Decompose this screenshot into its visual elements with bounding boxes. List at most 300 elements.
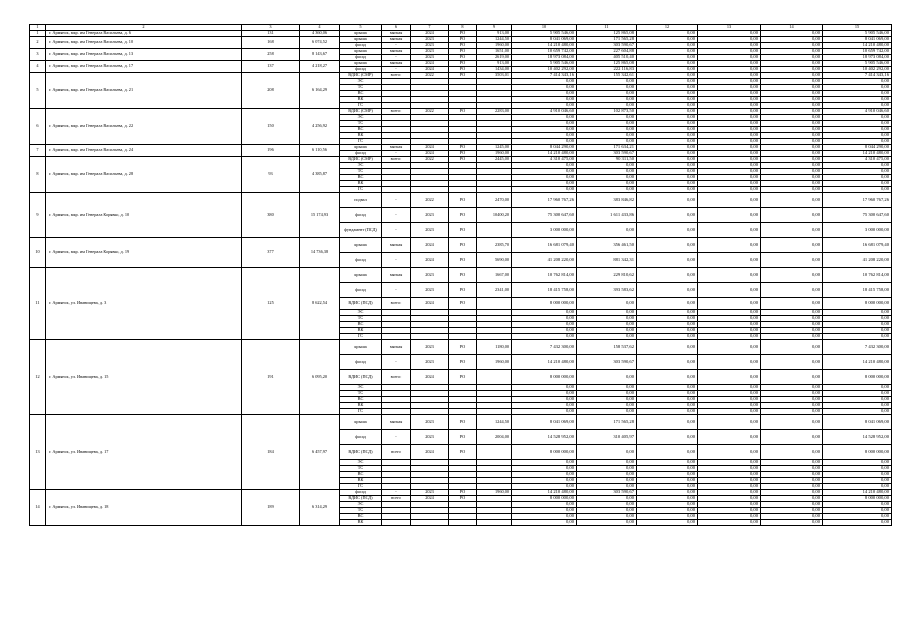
- program-cell: РО: [449, 157, 477, 163]
- col12-cell: 0,00: [637, 490, 698, 496]
- apartments-cell: 258: [242, 49, 300, 61]
- col14-cell: 0,00: [761, 340, 823, 355]
- psd-cost-cell: 1 611 433,86: [577, 208, 637, 223]
- column-number: 4: [300, 25, 340, 31]
- area-cell: 14 736,38: [300, 238, 340, 268]
- col12-cell: 0,00: [637, 502, 698, 508]
- volume-cell: 2470,00: [477, 193, 512, 208]
- work-type-cell: ВК: [340, 133, 382, 139]
- year-cell: 2023: [411, 430, 449, 445]
- psd-cost-cell: 222 116,83: [577, 67, 637, 73]
- col12-cell: 0,00: [637, 385, 698, 391]
- program-cell: РО: [449, 109, 477, 115]
- program-cell: РО: [449, 253, 477, 268]
- cost-cell: 14 210 480,00: [512, 355, 577, 370]
- col13-cell: 0,00: [698, 484, 761, 490]
- total-cell: 0,00: [823, 466, 892, 472]
- total-cell: 10 762 814,00: [823, 268, 892, 283]
- col13-cell: 0,00: [698, 31, 761, 37]
- col12-cell: 0,00: [637, 397, 698, 403]
- total-cell: 0,00: [823, 85, 892, 91]
- col12-cell: 0,00: [637, 316, 698, 322]
- psd-cost-cell: 0,00: [577, 520, 637, 526]
- total-cell: 18 415 758,00: [823, 283, 892, 298]
- column-number: 12: [637, 25, 698, 31]
- col13-cell: 0,00: [698, 103, 761, 109]
- row-number-cell: 3: [30, 49, 46, 61]
- apartments-cell: 131: [242, 31, 300, 37]
- area-cell: 4 218,27: [300, 61, 340, 73]
- total-cell: 0,00: [823, 397, 892, 403]
- work-type-cell: ВС: [340, 127, 382, 133]
- table-row: [30, 238, 892, 253]
- address-cell: г. Армянск, мкр. им Генерала Васильева, д. 13: [46, 49, 242, 61]
- year-cell: 2023: [411, 208, 449, 223]
- col13-cell: 0,00: [698, 187, 761, 193]
- work-subtype-cell: -: [382, 490, 411, 496]
- psd-cost-cell: 0,00: [577, 103, 637, 109]
- total-cell: 0,00: [823, 133, 892, 139]
- col12-cell: 0,00: [637, 322, 698, 328]
- psd-cost-cell: 171 565,28: [577, 415, 637, 430]
- area-cell: 6 110,56: [300, 145, 340, 157]
- apartments-cell: 150: [242, 109, 300, 145]
- psd-cost-cell: 0,00: [577, 133, 637, 139]
- work-type-cell: ВС: [340, 514, 382, 520]
- program-cell: РО: [449, 430, 477, 445]
- col14-cell: 0,00: [761, 478, 823, 484]
- col14-cell: 0,00: [761, 91, 823, 97]
- cost-cell: 0,00: [512, 514, 577, 520]
- address-cell: г. Армянск, ул. Иванищева, д. 17: [46, 415, 242, 490]
- cost-cell: 0,00: [512, 133, 577, 139]
- cost-cell: 0,00: [512, 97, 577, 103]
- apartments-cell: 208: [242, 73, 300, 109]
- work-type-cell: ЭС: [340, 115, 382, 121]
- col13-cell: 0,00: [698, 466, 761, 472]
- total-cell: 0,00: [823, 91, 892, 97]
- col12-cell: 0,00: [637, 298, 698, 310]
- psd-cost-cell: 0,00: [577, 316, 637, 322]
- psd-cost-cell: 0,00: [577, 115, 637, 121]
- col14-cell: 0,00: [761, 43, 823, 49]
- col12-cell: 0,00: [637, 121, 698, 127]
- col13-cell: 0,00: [698, 298, 761, 310]
- col13-cell: 0,00: [698, 109, 761, 115]
- column-number: 8: [449, 25, 477, 31]
- col12-cell: 0,00: [637, 43, 698, 49]
- work-type-cell: ВДИС (ПСД): [340, 370, 382, 385]
- volume-cell: [477, 298, 512, 310]
- total-cell: 10 659 742,00: [823, 49, 892, 55]
- psd-cost-cell: 356 461,50: [577, 238, 637, 253]
- work-type-cell: ВК: [340, 97, 382, 103]
- program-cell: РО: [449, 268, 477, 283]
- address-cell: г. Армянск, мкр. им Генерала Васильева, д. 21: [46, 73, 242, 109]
- col13-cell: 0,00: [698, 133, 761, 139]
- repair-register-table: [29, 24, 892, 526]
- col14-cell: 0,00: [761, 397, 823, 403]
- cost-cell: 0,00: [512, 478, 577, 484]
- row-number-cell: 4: [30, 61, 46, 73]
- area-cell: 6 074,52: [300, 37, 340, 49]
- col14-cell: 0,00: [761, 121, 823, 127]
- volume-cell: 10400,20: [477, 208, 512, 223]
- work-subtype-cell: -: [382, 193, 411, 208]
- work-subtype-cell: мягкая: [382, 37, 411, 43]
- cost-cell: 0,00: [512, 91, 577, 97]
- program-cell: [449, 520, 477, 526]
- psd-cost-cell: 0,00: [577, 496, 637, 502]
- cost-cell: 0,00: [512, 460, 577, 466]
- psd-cost-cell: 0,00: [577, 409, 637, 415]
- year-cell: 2023: [411, 283, 449, 298]
- program-cell: РО: [449, 151, 477, 157]
- col13-cell: 0,00: [698, 49, 761, 55]
- col14-cell: 0,00: [761, 115, 823, 121]
- table-row: [30, 193, 892, 208]
- work-type-cell: ТС: [340, 466, 382, 472]
- col13-cell: 0,00: [698, 322, 761, 328]
- cost-cell: 0,00: [512, 328, 577, 334]
- work-subtype-cell: всего:: [382, 73, 411, 79]
- work-subtype-cell: -: [382, 208, 411, 223]
- apartments-cell: 184: [242, 415, 300, 490]
- total-cell: 7 432 300,00: [823, 340, 892, 355]
- psd-cost-cell: 90 311,50: [577, 157, 637, 163]
- work-type-cell: ЭС: [340, 79, 382, 85]
- col13-cell: 0,00: [698, 208, 761, 223]
- work-type-cell: фасад: [340, 283, 382, 298]
- total-cell: 0,00: [823, 175, 892, 181]
- volume-cell: 5690,00: [477, 253, 512, 268]
- volume-cell: 1960,00: [477, 490, 512, 496]
- col14-cell: 0,00: [761, 163, 823, 169]
- column-number: 2: [46, 25, 242, 31]
- column-number: 13: [698, 25, 761, 31]
- total-cell: 8 000 000,00: [823, 298, 892, 310]
- work-type-cell: ВС: [340, 397, 382, 403]
- col14-cell: 0,00: [761, 322, 823, 328]
- col14-cell: 0,00: [761, 310, 823, 316]
- row-number-cell: 8: [30, 157, 46, 193]
- work-subtype-cell: -: [382, 253, 411, 268]
- col12-cell: 0,00: [637, 484, 698, 490]
- total-cell: 0,00: [823, 103, 892, 109]
- psd-cost-cell: 0,00: [577, 91, 637, 97]
- psd-cost-cell: 0,00: [577, 478, 637, 484]
- psd-cost-cell: 0,00: [577, 310, 637, 316]
- work-type-cell: ВС: [340, 91, 382, 97]
- cost-cell: 4 310 475,00: [512, 157, 577, 163]
- area-cell: 4 256,92: [300, 109, 340, 145]
- total-cell: 0,00: [823, 163, 892, 169]
- psd-cost-cell: 0,00: [577, 181, 637, 187]
- cost-cell: 16 681 079,40: [512, 238, 577, 253]
- col14-cell: 0,00: [761, 238, 823, 253]
- work-subtype-cell: всего:: [382, 370, 411, 385]
- total-cell: 0,00: [823, 310, 892, 316]
- psd-cost-cell: 0,00: [577, 298, 637, 310]
- col12-cell: 0,00: [637, 91, 698, 97]
- year-cell: 2024: [411, 145, 449, 151]
- total-cell: 18 973 084,00: [823, 55, 892, 61]
- total-cell: 0,00: [823, 322, 892, 328]
- col14-cell: 0,00: [761, 370, 823, 385]
- year-cell: 2024: [411, 67, 449, 73]
- col12-cell: 0,00: [637, 334, 698, 340]
- col13-cell: 0,00: [698, 238, 761, 253]
- work-type-cell: фасад: [340, 55, 382, 61]
- cost-cell: 0,00: [512, 310, 577, 316]
- cost-cell: 0,00: [512, 187, 577, 193]
- col14-cell: 0,00: [761, 133, 823, 139]
- work-type-cell: ЭС: [340, 502, 382, 508]
- col13-cell: 0,00: [698, 268, 761, 283]
- psd-cost-cell: 0,00: [577, 127, 637, 133]
- cost-cell: 0,00: [512, 466, 577, 472]
- col13-cell: 0,00: [698, 391, 761, 397]
- row-number-cell: 6: [30, 109, 46, 145]
- col12-cell: 0,00: [637, 478, 698, 484]
- col14-cell: 0,00: [761, 502, 823, 508]
- work-subtype-cell: мягкая: [382, 145, 411, 151]
- cost-cell: 0,00: [512, 472, 577, 478]
- psd-cost-cell: 0,00: [577, 397, 637, 403]
- program-cell: РО: [449, 298, 477, 310]
- row-number-cell: 2: [30, 37, 46, 49]
- address-cell: г. Армянск, мкр. им Генерала Васильева, д. 17: [46, 61, 242, 73]
- year-cell: 2023: [411, 37, 449, 43]
- cost-cell: 14 210 480,00: [512, 490, 577, 496]
- total-cell: 0,00: [823, 139, 892, 145]
- col14-cell: 0,00: [761, 496, 823, 502]
- total-cell: 8 044 290,00: [823, 145, 892, 151]
- table-row: [30, 340, 892, 355]
- col12-cell: 0,00: [637, 145, 698, 151]
- col13-cell: 0,00: [698, 121, 761, 127]
- col13-cell: 0,00: [698, 445, 761, 460]
- volume-cell: 2385,70: [477, 238, 512, 253]
- total-cell: 0,00: [823, 169, 892, 175]
- total-cell: 14 210 480,00: [823, 151, 892, 157]
- area-cell: 8 143,67: [300, 49, 340, 61]
- work-subtype-cell: -: [382, 223, 411, 238]
- col14-cell: 0,00: [761, 55, 823, 61]
- col12-cell: 0,00: [637, 103, 698, 109]
- col13-cell: 0,00: [698, 328, 761, 334]
- work-subtype-cell: -: [382, 355, 411, 370]
- col12-cell: 0,00: [637, 79, 698, 85]
- total-cell: 0,00: [823, 334, 892, 340]
- col12-cell: 0,00: [637, 169, 698, 175]
- apartments-cell: 125: [242, 268, 300, 340]
- psd-cost-cell: 0,00: [577, 139, 637, 145]
- work-type-cell: ВК: [340, 181, 382, 187]
- program-cell: РО: [449, 31, 477, 37]
- apartments-cell: 380: [242, 193, 300, 238]
- year-cell: 2024: [411, 445, 449, 460]
- apartments-cell: 377: [242, 238, 300, 268]
- total-cell: 14 210 480,00: [823, 43, 892, 49]
- work-subtype-cell: всего: [382, 445, 411, 460]
- work-type-cell: фасад: [340, 253, 382, 268]
- column-number: 5: [340, 25, 382, 31]
- col14-cell: 0,00: [761, 316, 823, 322]
- col13-cell: 0,00: [698, 145, 761, 151]
- address-cell: г. Армянск, мкр. им Генерала Васильева, д. 10: [46, 37, 242, 49]
- address-cell: г. Армянск, мкр. им Генерала Васильева, д. 22: [46, 109, 242, 145]
- column-number: 14: [761, 25, 823, 31]
- col12-cell: 0,00: [637, 355, 698, 370]
- cost-cell: 10 762 814,00: [512, 268, 577, 283]
- program-cell: РО: [449, 55, 477, 61]
- total-cell: 0,00: [823, 403, 892, 409]
- row-number-cell: 5: [30, 73, 46, 109]
- total-cell: 41 208 220,00: [823, 253, 892, 268]
- volume-cell: 1180,00: [477, 340, 512, 355]
- col13-cell: 0,00: [698, 43, 761, 49]
- col12-cell: 0,00: [637, 61, 698, 67]
- work-subtype-cell: -: [382, 430, 411, 445]
- address-cell: г. Армянск, ул. Иванищева, д. 3: [46, 268, 242, 340]
- col12-cell: 0,00: [637, 238, 698, 253]
- psd-cost-cell: 393 583,62: [577, 283, 637, 298]
- program-cell: РО: [449, 37, 477, 43]
- volume-cell: 1667,00: [477, 268, 512, 283]
- total-cell: 0,00: [823, 187, 892, 193]
- work-type-cell: ТС: [340, 391, 382, 397]
- cost-cell: 14 528 952,00: [512, 430, 577, 445]
- col13-cell: 0,00: [698, 115, 761, 121]
- work-type-cell: ГС: [340, 103, 382, 109]
- cost-cell: 0,00: [512, 520, 577, 526]
- year-cell: 2023: [411, 43, 449, 49]
- col13-cell: 0,00: [698, 397, 761, 403]
- col13-cell: 0,00: [698, 61, 761, 67]
- work-type-cell: ВК: [340, 478, 382, 484]
- cost-cell: 18 415 758,00: [512, 283, 577, 298]
- psd-cost-cell: 0,00: [577, 502, 637, 508]
- area-cell: 6 314,29: [300, 490, 340, 526]
- area-cell: 6 095,20: [300, 340, 340, 415]
- col13-cell: 0,00: [698, 415, 761, 430]
- work-subtype-cell: всего:: [382, 157, 411, 163]
- cost-cell: 10 659 742,00: [512, 49, 577, 55]
- cost-cell: 0,00: [512, 85, 577, 91]
- cost-cell: 0,00: [512, 397, 577, 403]
- psd-cost-cell: 881 342,31: [577, 253, 637, 268]
- cost-cell: 0,00: [512, 181, 577, 187]
- col12-cell: 0,00: [637, 283, 698, 298]
- col14-cell: 0,00: [761, 37, 823, 43]
- volume-cell: 2283,00: [477, 109, 512, 115]
- psd-cost-cell: 155 342,61: [577, 73, 637, 79]
- psd-cost-cell: 303 590,67: [577, 355, 637, 370]
- work-subtype-cell: мягкая: [382, 415, 411, 430]
- table-row: [30, 268, 892, 283]
- work-subtype-cell: мягкая: [382, 61, 411, 67]
- total-cell: 0,00: [823, 409, 892, 415]
- total-cell: 8 041 069,00: [823, 37, 892, 43]
- cost-cell: 0,00: [512, 127, 577, 133]
- col12-cell: 0,00: [637, 340, 698, 355]
- col14-cell: 0,00: [761, 169, 823, 175]
- cost-cell: 41 208 220,00: [512, 253, 577, 268]
- work-type-cell: ГС: [340, 409, 382, 415]
- psd-cost-cell: 0,00: [577, 472, 637, 478]
- psd-cost-cell: 303 590,67: [577, 151, 637, 157]
- col12-cell: 0,00: [637, 187, 698, 193]
- work-subtype-cell: мягкая: [382, 238, 411, 253]
- cost-cell: 0,00: [512, 103, 577, 109]
- col12-cell: 0,00: [637, 391, 698, 397]
- volume-cell: 1960,00: [477, 43, 512, 49]
- cost-cell: 0,00: [512, 79, 577, 85]
- work-type-cell: ВК: [340, 520, 382, 526]
- work-type-cell: крыша: [340, 415, 382, 430]
- total-cell: 0,00: [823, 115, 892, 121]
- cost-cell: 0,00: [512, 121, 577, 127]
- col12-cell: 0,00: [637, 415, 698, 430]
- total-cell: 8 000 000,00: [823, 370, 892, 385]
- col12-cell: 0,00: [637, 520, 698, 526]
- col14-cell: 0,00: [761, 355, 823, 370]
- work-subtype-cell: всего: [382, 496, 411, 502]
- work-type-cell: фасад: [340, 151, 382, 157]
- volume-cell: [477, 520, 512, 526]
- col12-cell: 0,00: [637, 151, 698, 157]
- work-type-cell: фундамент (ПСД): [340, 223, 382, 238]
- work-type-cell: ВС: [340, 472, 382, 478]
- work-type-cell: ВДИС (СМР): [340, 73, 382, 79]
- cost-cell: 10 402 292,00: [512, 67, 577, 73]
- row-number-cell: 7: [30, 145, 46, 157]
- work-type-cell: ТС: [340, 121, 382, 127]
- cost-cell: 8 000 000,00: [512, 370, 577, 385]
- row-number-cell: 14: [30, 490, 46, 526]
- col13-cell: 0,00: [698, 508, 761, 514]
- col12-cell: 0,00: [637, 49, 698, 55]
- col12-cell: 0,00: [637, 328, 698, 334]
- work-type-cell: ТС: [340, 169, 382, 175]
- address-cell: г. Армянск, мкр. им Генерала Васильева, д. 28: [46, 157, 242, 193]
- volume-cell: 1960,00: [477, 151, 512, 157]
- psd-cost-cell: 0,00: [577, 385, 637, 391]
- column-number: 3: [242, 25, 300, 31]
- work-type-cell: ВС: [340, 322, 382, 328]
- cost-cell: 0,00: [512, 385, 577, 391]
- address-cell: г. Армянск, мкр. им Генерала Васильева, д. 24: [46, 145, 242, 157]
- column-number: 6: [382, 25, 411, 31]
- row-number-cell: 13: [30, 415, 46, 490]
- col12-cell: 0,00: [637, 73, 698, 79]
- work-type-cell: крыша: [340, 238, 382, 253]
- cost-cell: 0,00: [512, 169, 577, 175]
- program-cell: РО: [449, 496, 477, 502]
- cost-cell: 5 905 546,00: [512, 31, 577, 37]
- col13-cell: 0,00: [698, 430, 761, 445]
- year-cell: 2022: [411, 193, 449, 208]
- col14-cell: 0,00: [761, 328, 823, 334]
- program-cell: РО: [449, 43, 477, 49]
- work-type-cell: ЭС: [340, 163, 382, 169]
- col12-cell: 0,00: [637, 85, 698, 91]
- column-number: 9: [477, 25, 512, 31]
- psd-cost-cell: 0,00: [577, 163, 637, 169]
- year-cell: 2024: [411, 31, 449, 37]
- psd-cost-cell: 0,00: [577, 334, 637, 340]
